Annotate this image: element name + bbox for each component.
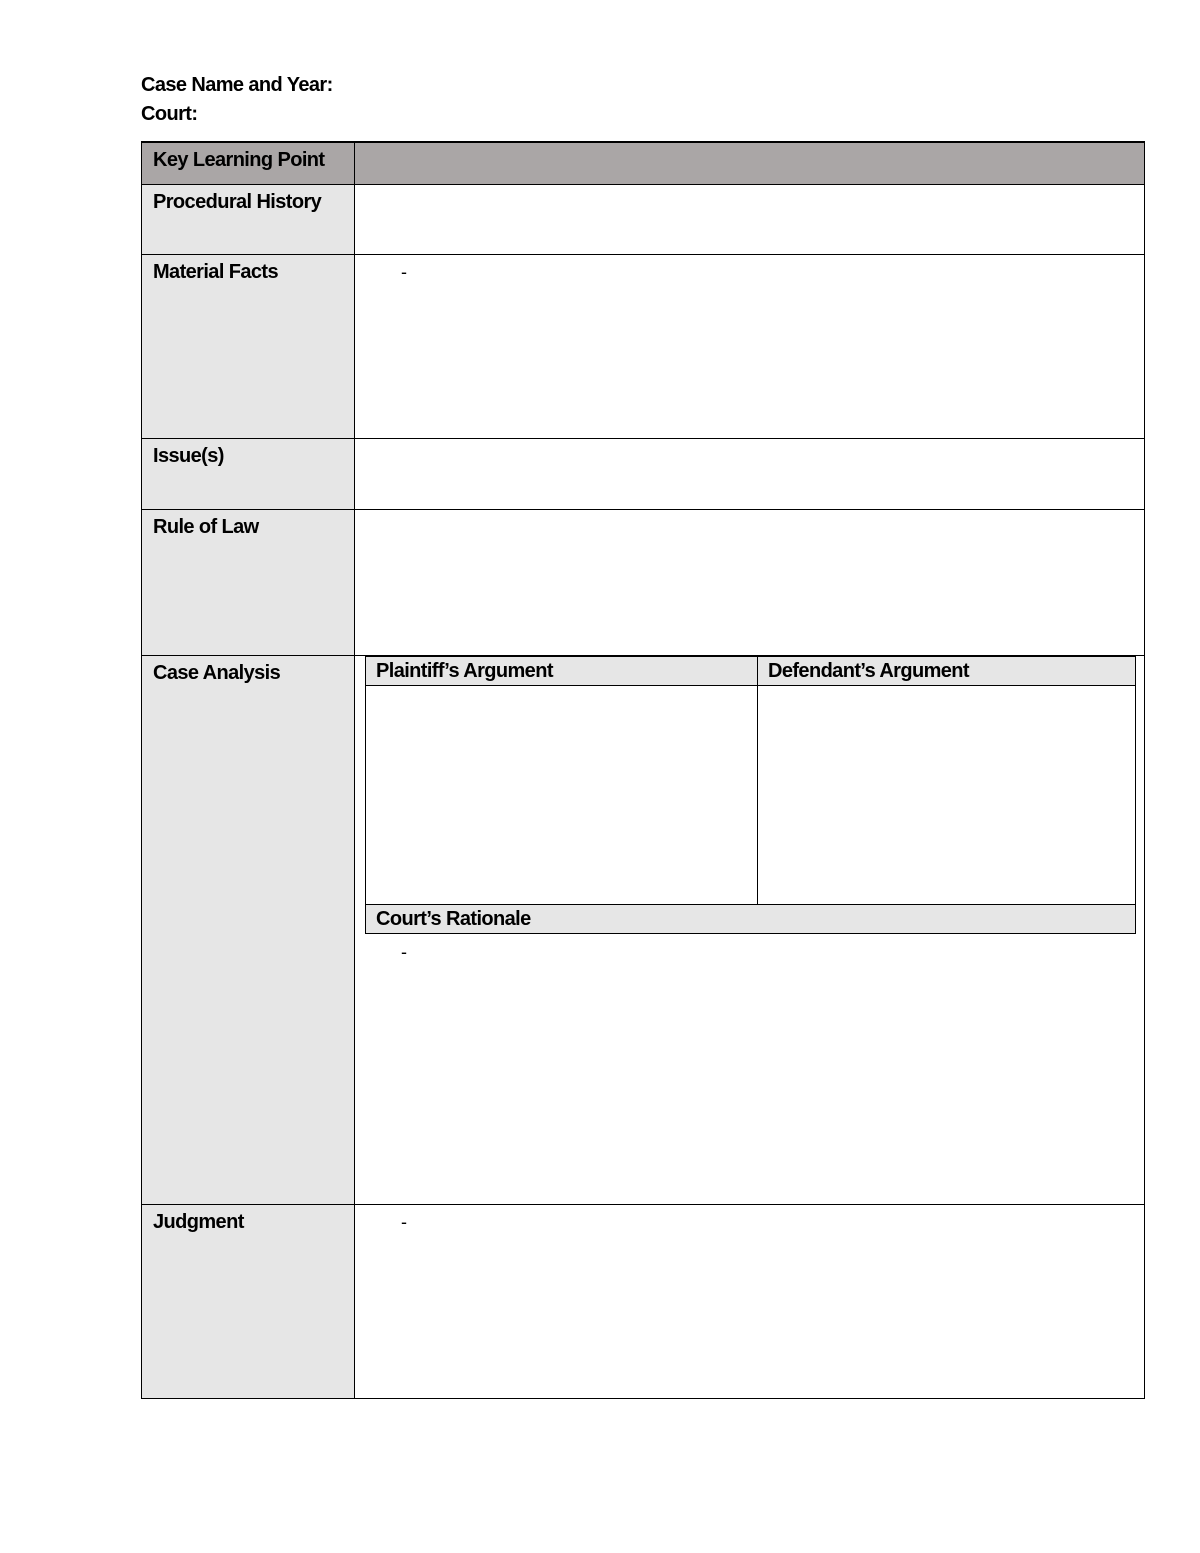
plaintiff-argument-field[interactable]: [366, 686, 758, 905]
issues-row: [142, 439, 1145, 510]
key-learning-point-field[interactable]: [355, 142, 1145, 185]
material-facts-label: Material Facts: [142, 255, 355, 439]
key-learning-point-label: Key Learning Point: [142, 142, 355, 185]
key-learning-point-row: [142, 142, 1145, 185]
judgment-bullet: -: [401, 1212, 407, 1232]
case-analysis-label: Case Analysis: [142, 656, 355, 1205]
material-facts-bullet: -: [401, 262, 407, 282]
case-brief-table: [141, 141, 1145, 1399]
plaintiff-argument-header: Plaintiff’s Argument: [366, 657, 758, 686]
rule-of-law-label: Rule of Law: [142, 510, 355, 656]
courts-rationale-header-row: [366, 905, 1136, 934]
rule-of-law-row: [142, 510, 1145, 656]
judgment-field[interactable]: [355, 1205, 1145, 1399]
arguments-body-row: [366, 686, 1136, 905]
arguments-header-row: [366, 657, 1136, 686]
defendant-argument-field[interactable]: [758, 686, 1136, 905]
courts-rationale-header: Court’s Rationale: [366, 905, 1136, 934]
court-label: Court:: [141, 103, 198, 125]
procedural-history-row: [142, 185, 1145, 255]
procedural-history-label: Procedural History: [142, 185, 355, 255]
courts-rationale-bullet[interactable]: -: [401, 942, 407, 962]
judgment-label: Judgment: [142, 1205, 355, 1399]
procedural-history-field[interactable]: [355, 185, 1145, 255]
case-analysis-row: [142, 656, 1145, 1205]
case-name-label: Case Name and Year:: [141, 74, 333, 96]
arguments-table: [365, 656, 1136, 934]
defendant-argument-header: Defendant’s Argument: [758, 657, 1136, 686]
material-facts-row: [142, 255, 1145, 439]
rule-of-law-field[interactable]: [355, 510, 1145, 656]
material-facts-field[interactable]: [355, 255, 1145, 439]
case-analysis-field: [355, 656, 1145, 1205]
issues-label: Issue(s): [142, 439, 355, 510]
judgment-row: [142, 1205, 1145, 1399]
issues-field[interactable]: [355, 439, 1145, 510]
